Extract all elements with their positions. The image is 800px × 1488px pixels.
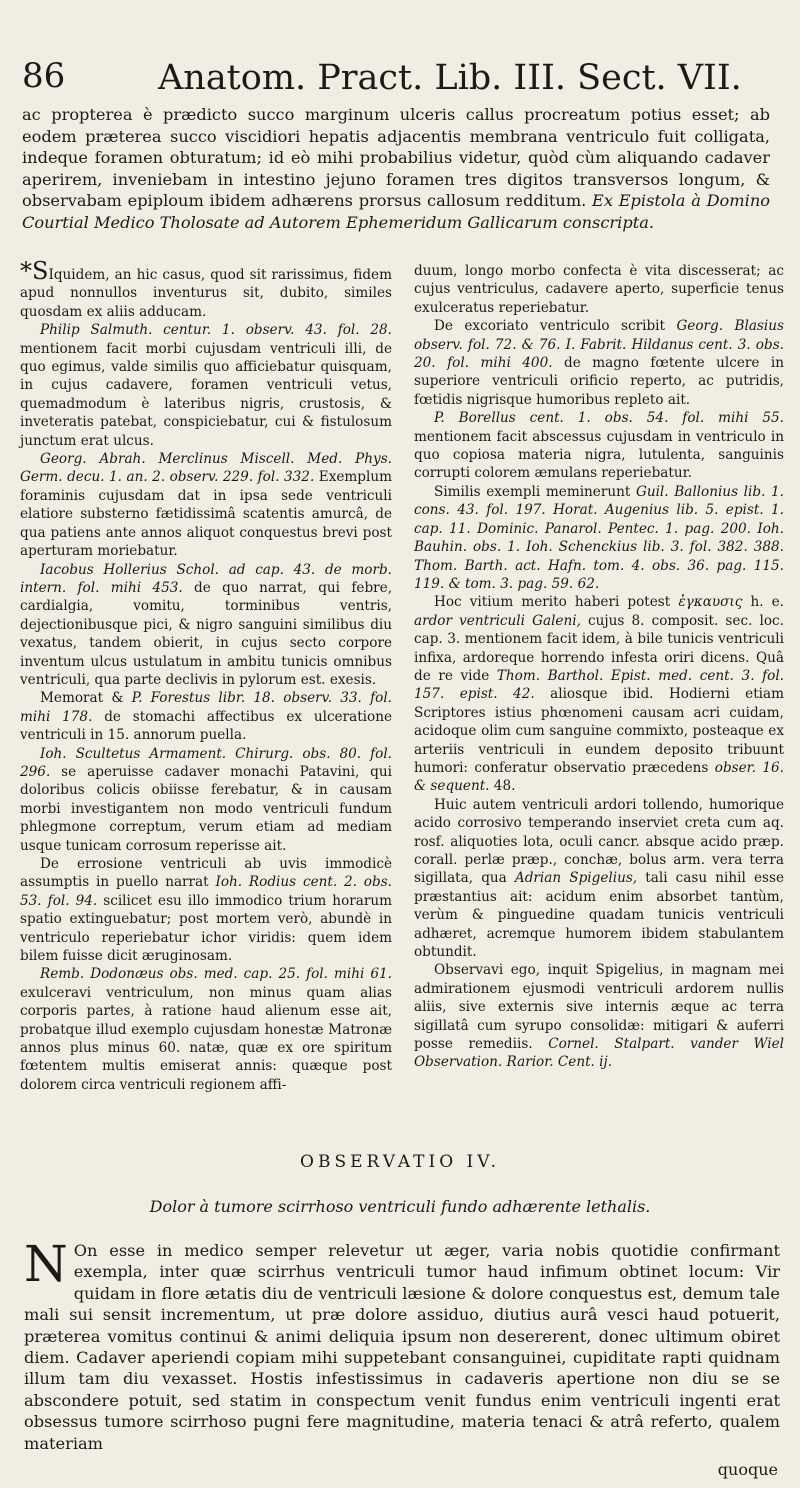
column-paragraph: [414, 961, 784, 1071]
paragraph-text: tali casu nihil esse præstantius ait: acidum enim absorbet tantùm, verùm & pinguedine quadam tunicis ventriculi adhæret, acremque humorem ibidem stabulantem obtundit.: [414, 870, 785, 961]
continued-paragraph: [22, 104, 770, 234]
paragraph-text: 48.: [489, 778, 516, 795]
paragraph-text: mentionem facit abscessus cujusdam in ventriculo in quo copiosa materia nigra, lutulenta, sanguinis corrupti colorem æmulans reperiebatur.: [414, 428, 784, 482]
right-column: [414, 262, 784, 1072]
citation: Thom. Barthol. Epist. med. cent. 3. fol. 157. epist. 42.: [414, 667, 784, 703]
citation: Philip Salmuth. centur. 1. observ. 43. fol. 28.: [40, 322, 392, 339]
citation: Ioh. Scultetus Armament. Chirurg. obs. 80. fol. 296.: [20, 745, 392, 780]
paragraph-text: de quo narrat, qui febre, cardialgia, vomitu, torminibus ventris, dejectionibusque pici, & nigro sanguini similibus diu vexatus, tandem obierit, in cujus secto corpore inventum ulcus ustulatum in ambitu tunicis omnibus ventriculi, qua parte declivis in pylorum est. exesis.: [20, 579, 393, 688]
paragraph-text: De excoriato ventriculo scribit: [434, 318, 677, 335]
paragraph-text: de stomachi affectibus ex ulceratione ventriculi in 15. annorum puella.: [20, 708, 392, 744]
column-paragraph: [20, 450, 392, 560]
column-paragraph: [20, 257, 392, 321]
paragraph-text: ac propterea è prædicto succo marginum ulceris callus procreatum potius esset; ab eodem præterea succo viscidiori hepatis adjacentis membrana ventriculo fuit colligata, indeque foramen obturatum; id eò mihi probabilius videtur, quòd cùm aliquando cadaver aperirem, inveniebam in intestino jejuno foramen tres digitos transversos longum, & observabam epiploum ibidem adhærens prorsus callosum redditum.: [22, 105, 770, 211]
observation-text: On esse in medico semper relevetur ut æger, varia nobis quotidie confirmant exempla, inter quæ scirrhus ventriculi tumor haud infimum obtinet locum: Vir quidam in flore ætatis diu de ventriculi læsione & dolore conquestus est, demum tale mali sui sensit incrementum, ut præ dolore assiduo, diutius aurâ vesci haud potuerit, præterea vomitus continui & animi deliquia ipsum non desererent, donec ultimum obiret diem. Cadaver aperiendi copiam mihi suppetebant consanguinei, cupiditate rapti quidnam illum tam diu vexasset. Hostis infestissimus in cadaveris apertione non diu se se abscondere potuit, sed statim in conspectum venit fundus enim ventriculi ingenti erat obsessus tumore scirrhoso pugni fere magnitudine, materia tenaci & atrâ referto, qualem materiam: [24, 1241, 780, 1453]
citation: Iacobus Hollerius Schol. ad cap. 43. de morb. intern. fol. mihi 453.: [20, 561, 392, 596]
paragraph-text: duum, longo morbo confecta è vita discesserat; ac cujus ventriculus, cadavere aperto, superficie tenus exulceratus reperiebatur.: [414, 263, 784, 316]
paragraph-text: de magno fœtente ulcere in superiore ventriculi orificio reperto, ac putridis, fœtidis nigrisque humoribus repleto ait.: [414, 355, 784, 408]
paragraph-text: mentionem facit morbi cujusdam ventriculi illi, de quo egimus, valde similis quo afficiebatur quisquam, in cujus cadavere, foramen ventriculi vetus, quemadmodum è lateribus nigris, crustosis, & inveteratis patebat, conspiciebatur, cui & fistulosum junctum erat ulcus.: [20, 340, 392, 449]
paragraph-text: se aperuisse cadaver monachi Patavini, qui doloribus colicis obiisse ferebatur, & in causam morbi investigantem non modo ventriculi fundum phlegmone correptum, verum etiam ad mediam usque tunicam corrosum reperisse ait.: [20, 763, 392, 854]
paragraph-text: aliosque ibid. Hodierni etiam Scriptores istius phœnomeni causam acri cuidam, acidoque olim cum sanguine commixto, posteaque ex arteriis ventriculi in eundem deposito tribuunt humori: conferatur observatio præcedens: [414, 686, 784, 776]
observation-subtitle: Dolor à tumore scirrhoso ventriculi fundo adhærente lethalis.: [149, 1197, 651, 1216]
column-paragraph: [20, 689, 392, 744]
citation: obser. 16. & sequent.: [414, 759, 784, 795]
paragraph-text: Observavi ego, inquit Spigelius, in magnam mei admirationem ejusmodi ventriculi ardorem nullis aliis, sive externis sive internis æque ac terra sigillatâ cum syrupo consolidæ: mitigari & auferri posse remediis.: [414, 962, 784, 1053]
column-paragraph: [414, 409, 784, 483]
column-paragraph: [20, 745, 392, 855]
paragraph-text: exulceravi ventriculum, non minus quam alias corporis partes, à ratione haud alienum esse ait, probatque illud exemplo cujusdam honestæ Matronæ annos plus minus 60. natæ, quæ ex ore spiritum fœtentem multis emiserat annis: quæque post dolorem circa ventriculi regionem affi-: [20, 984, 392, 1093]
epistle-citation: Ex Epistola à Domino Courtial Medico Tholosate ad Autorem Ephemeridum Gallicarum conscripta.: [22, 191, 770, 232]
citation: Cornel. Stalpart. vander Wiel Observation. Rarior. Cent. ij.: [414, 1036, 784, 1071]
citation: Adrian Spigelius,: [514, 870, 638, 887]
citation: P. Forestus libr. 18. observ. 33. fol. mihi 178.: [20, 690, 392, 725]
column-paragraph: [414, 262, 784, 317]
paragraph-text: Exemplum foraminis cujusdam dat in ipsa sede ventriculi elatiore substerno fætidissimâ scatentis amurcâ, de qua patiens ante annos aliquot conquestus brevi post aperturam moriebatur.: [20, 469, 393, 560]
column-paragraph: [414, 593, 784, 795]
page-header: [22, 56, 762, 106]
column-paragraph: [20, 321, 392, 450]
paragraph-text: Huic autem ventriculi ardori tollendo, humorique acido corrosivo temperando inserviet creta cum aq. rosf. aliquoties lota, oculi cancr. absque acido præp. corall. perlæ præp., conchæ, bolus arm. vera terra sigillata, qua: [414, 796, 784, 887]
citation: Georg. Blasius observ. fol. 72. & 76. I. Fabrit. Hildanus cent. 3. obs. 20. fol. mihi 400.: [414, 318, 784, 372]
left-column: [20, 257, 393, 1094]
paragraph-text: h. e.: [742, 594, 785, 611]
page-number: 86: [22, 56, 66, 96]
paragraph-text: Hoc vitium merito haberi potest: [434, 594, 679, 611]
paragraph-text: cujus 8. composit. sec. loc. cap. 3. mentionem facit idem, à bile tunicis ventriculi infixa, ardoreque horrendo infesta oriri dicens. Quâ de re vide: [414, 612, 784, 684]
catchword: quoque: [717, 1460, 778, 1479]
column-paragraph: [414, 796, 784, 962]
paragraph-text: Similis exempli meminerunt: [434, 483, 636, 500]
citation: Ioh. Rodius cent. 2. obs. 53. fol. 94.: [20, 874, 392, 909]
column-paragraph: [20, 965, 392, 1094]
citation: Guil. Ballonius lib. 1. cons. 43. fol. 197. Horat. Augenius lib. 5. epist. 1. cap. 11. Dominic. Panarol. Pentec. 1. pag. 200. Ioh. Bauhin. obs. 1. Ioh. Schenckius lib. 3. fol. 382. 388. Thom. Barth. act. Hafn. tom. 4. obs. 36. pag. 115. 119. & tom. 3. pag. 59. 62.: [414, 483, 784, 592]
observation-heading: OBSERVATIO IV.: [300, 1152, 500, 1172]
drop-initial: N: [24, 1235, 68, 1293]
running-title: Anatom. Pract. Lib. III. Sect. VII.: [158, 58, 742, 98]
column-paragraph: [20, 561, 392, 690]
paragraph-text: scilicet esu illo immodico trium horarum spatio extinguebatur; post mortem verò, abundè in ventriculo reperiebatur ichor viridis: quem idem bilem fuisse dicit æruginosam.: [20, 892, 392, 965]
initial-letter: *S: [20, 257, 49, 285]
column-paragraph: [414, 483, 784, 593]
citation: P. Borellus cent. 1. obs. 54. fol. mihi 55.: [434, 410, 784, 427]
paragraph-text: Memorat &: [40, 690, 132, 707]
column-paragraph: [414, 317, 784, 409]
citation: Georg. Abrah. Merclinus Miscell. Med. Phys. Germ. decu. 1. an. 2. observ. 229. fol. 332.: [20, 451, 392, 486]
paragraph-text: Iquidem, an hic casus, quod sit rarissimus, fidem apud nonnullos inventurus sit, dubito, similes quosdam ex aliis adducam.: [20, 267, 392, 320]
citation: Remb. Dodonæus obs. med. cap. 25. fol. mihi 61.: [40, 966, 392, 983]
paragraph-text: De errosione ventriculi ab uvis immodicè assumptis in puello narrat: [20, 856, 392, 891]
observation-paragraph: [24, 1235, 780, 1454]
citation: ardor ventriculi Galeni,: [414, 612, 581, 629]
greek-term: ἐγκαυσις: [678, 594, 743, 611]
column-paragraph: [20, 855, 392, 965]
